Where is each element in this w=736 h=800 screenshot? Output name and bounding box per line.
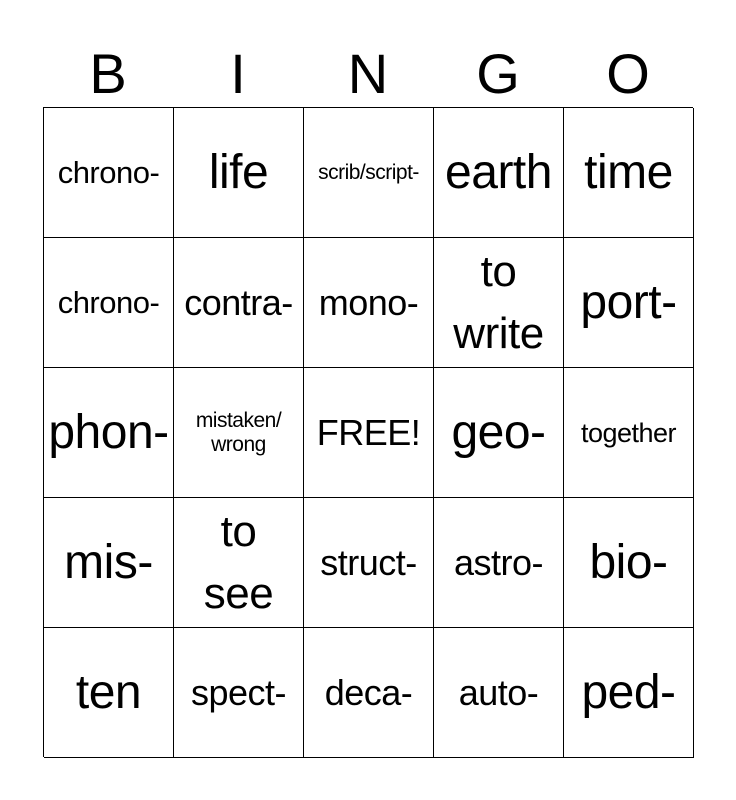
bingo-cell-r1-c3[interactable]: scrib/script-: [304, 108, 434, 238]
bingo-cell-free-space[interactable]: FREE!: [304, 368, 434, 498]
bingo-cell-r4-c5[interactable]: bio-: [564, 498, 694, 628]
bingo-cell-r2-c3[interactable]: mono-: [304, 238, 434, 368]
bingo-cell-r2-c1[interactable]: chrono-: [44, 238, 174, 368]
bingo-cell-r3-c5[interactable]: together: [564, 368, 694, 498]
bingo-cell-r2-c5[interactable]: port-: [564, 238, 694, 368]
header-letter-i: I: [230, 42, 246, 105]
bingo-cell-r4-c4[interactable]: astro-: [434, 498, 564, 628]
header-letter-n: N: [347, 42, 389, 105]
bingo-cell-r5-c3[interactable]: deca-: [304, 628, 434, 758]
bingo-cell-r2-c4[interactable]: to write: [434, 238, 564, 368]
bingo-cell-r5-c5[interactable]: ped-: [564, 628, 694, 758]
header-letter-b: B: [89, 42, 127, 105]
bingo-cell-r1-c4[interactable]: earth: [434, 108, 564, 238]
bingo-cell-r3-c1[interactable]: phon-: [44, 368, 174, 498]
bingo-cell-r1-c1[interactable]: chrono-: [44, 108, 174, 238]
bingo-cell-r1-c2[interactable]: life: [174, 108, 304, 238]
header-letter-o: O: [606, 42, 650, 105]
bingo-cell-r3-c2[interactable]: mistaken/ wrong: [174, 368, 304, 498]
bingo-cell-r4-c2[interactable]: to see: [174, 498, 304, 628]
bingo-cell-r4-c3[interactable]: struct-: [304, 498, 434, 628]
bingo-card: [43, 107, 693, 757]
bingo-header: [43, 40, 693, 108]
bingo-cell-r2-c2[interactable]: contra-: [174, 238, 304, 368]
bingo-cell-r5-c2[interactable]: spect-: [174, 628, 304, 758]
bingo-cell-r5-c1[interactable]: ten: [44, 628, 174, 758]
header-letter-g: G: [476, 42, 520, 105]
bingo-cell-r3-c4[interactable]: geo-: [434, 368, 564, 498]
bingo-cell-r1-c5[interactable]: time: [564, 108, 694, 238]
bingo-cell-r4-c1[interactable]: mis-: [44, 498, 174, 628]
bingo-cell-r5-c4[interactable]: auto-: [434, 628, 564, 758]
